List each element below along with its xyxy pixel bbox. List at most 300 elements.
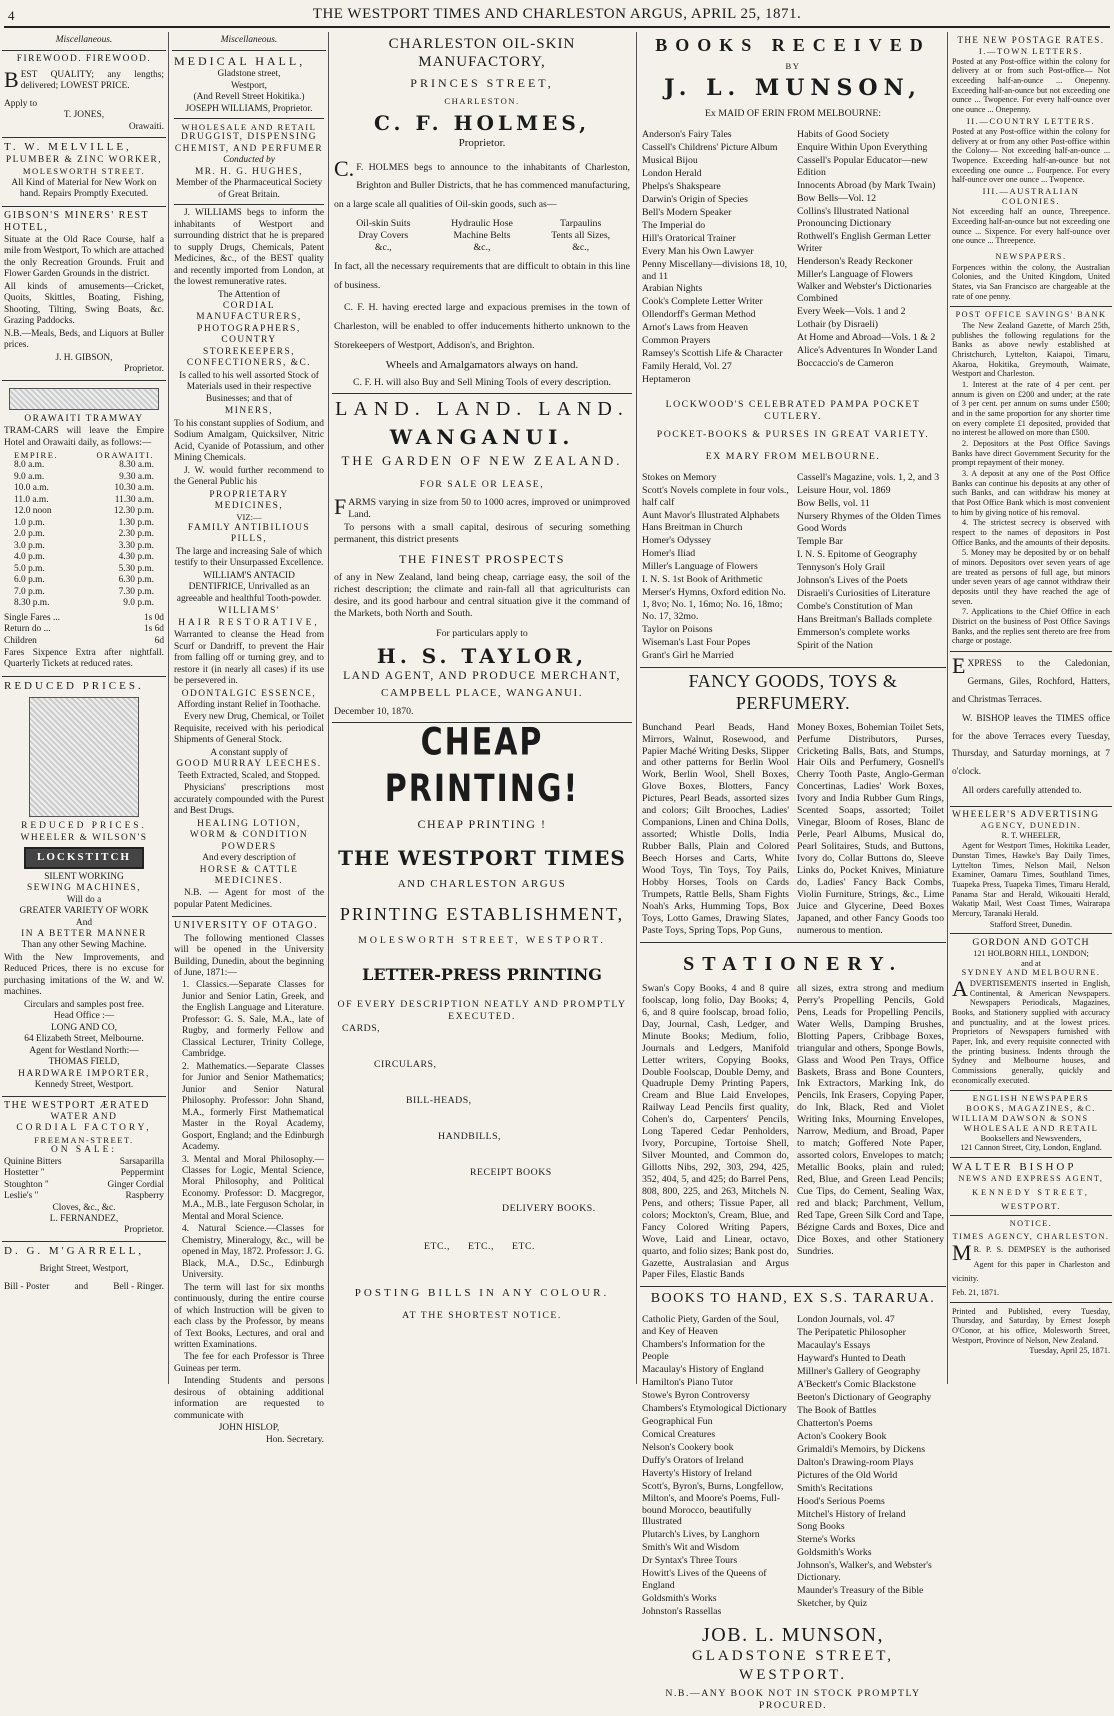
book-title: Ramsey's Scottish Life & Character	[642, 348, 783, 360]
ad-line: WILLIAMS'	[217, 606, 281, 617]
ad-body: The New Zealand Gazette, of March 25th, publishes the following regulations for the Banks as above newly established at Christchurch, Lyttelton, Kaiapoi, Timaru, Akaroa, Hokitika, Greymouth, Waimate, Westport and Charleston.	[952, 320, 1110, 379]
timetable-orawaiti-time: 9.30 a.m.	[119, 471, 154, 482]
ad-title: T. W. MELVILLE,	[4, 141, 132, 154]
printing-item: RECEIPT BOOKS	[470, 1166, 552, 1178]
savings-bank	[950, 307, 1112, 652]
ad-trade: DRUGGIST, DISPENSING CHEMIST, AND PERFUMER	[174, 132, 324, 154]
printing-item: BILL-HEADS,	[406, 1094, 472, 1106]
ad-line: TIMES AGENCY, CHARLESTON.	[952, 1232, 1110, 1242]
ad-line: HORSE & CATTLE MEDICINES.	[199, 864, 299, 886]
regulation-item: 5. Money may be deposited by or on behalf of minors. Depositors over seven years of age are treated as persons of full age, but minors under seven years of age cannot withdraw their deposits until they have reached the age of seven.	[952, 548, 1110, 606]
book-title: London Herald	[642, 168, 702, 180]
timetable-orawaiti-time: 8.30 a.m.	[119, 460, 154, 471]
ad-firm: LONG AND CO,	[51, 1022, 117, 1033]
book-title: Darwin's Origin of Species	[642, 193, 748, 205]
ad-title: UNIVERSITY OF OTAGO.	[174, 920, 319, 932]
book-title: Hans Breitman's Ballads complete	[797, 614, 932, 626]
ad-trade: PLUMBER & ZINC WORKER,	[5, 154, 163, 165]
book-title: Aunt Mavor's Illustrated Alphabets	[642, 509, 780, 521]
book-title: Smith's Recitations	[797, 1482, 873, 1494]
timetable-empire-time: 8.0 a.m.	[14, 460, 45, 471]
ad-name: JOHN HISLOP,	[218, 1423, 280, 1434]
ad-title: CHARLESTON OIL-SKIN MANUFACTORY,	[388, 36, 576, 71]
timetable-orawaiti-time: 7.30 p.m.	[118, 586, 154, 597]
book-title: Mitchel's History of Ireland	[797, 1508, 906, 1520]
book-title: Stokes on Memory	[642, 471, 717, 483]
ad-line: WORM & CONDITION POWDERS	[189, 830, 309, 852]
timetable-row	[14, 472, 154, 483]
product-row	[4, 1168, 164, 1179]
column-1	[2, 32, 166, 1384]
timetable-empire-time: 8.30 p.m.	[14, 598, 50, 609]
ad-line: LOCKWOOD'S CELEBRATED PAMPA POCKET CUTLERY.	[665, 398, 921, 422]
ad-line: AT THE SHORTEST NOTICE.	[402, 1310, 562, 1322]
timetable-empire-time: 4.0 p.m.	[14, 552, 45, 563]
ad-body: WILLIAM'S ANTACID DENTIFRICE, Unrivalled as an agreeable and healthful Tooth-powder.	[176, 570, 322, 604]
ad-body: To his constant supplies of Sodium, and Sodium Amalgam, Quicksilver, Nitric Acid, Cyanide of Potassium, and other Mining Chemicals.	[174, 418, 324, 464]
timetable-head	[4, 450, 164, 460]
book-title: Johnson's Lives of the Poets	[797, 575, 908, 587]
ad-line: VIZ:—	[236, 512, 262, 523]
book-title: I. N. S. 1st Book of Arithmetic	[642, 574, 763, 586]
timetable-row	[14, 587, 154, 598]
column-rule	[168, 32, 169, 1384]
ad-body: In fact, all the necessary requirements that are difficult to obtain in this line of business.	[334, 261, 630, 291]
book-title: Homer's Odyssey	[642, 535, 711, 547]
product-left: Quinine Bitters	[4, 1156, 62, 1167]
class-item: 1. Classics.—Separate Classes for Junior and Senior Latin, Greek, and the English Language and Literature. Professor: G. S. Sale, M.A., late of Rugby, and formerly Fellow and Classical Lecturer, Trinity College, Cambridge.	[182, 980, 324, 1060]
ad-body: Intending Students and persons desirous of obtaining additional information are requested to communicate with	[174, 1376, 324, 1421]
timetable-orawaiti-time: 10.30 a.m.	[114, 483, 154, 494]
ad-subhead: ON SALE:	[51, 1145, 117, 1156]
column-rule	[328, 32, 329, 1384]
book-title: Bell's Modern Speaker	[642, 206, 732, 218]
wheeler-wilson-ad	[2, 677, 166, 1097]
fare-type: Single Fares ...	[4, 612, 60, 623]
book-title: Leisure Hour, vol. 1869	[797, 484, 891, 496]
ad-line: SILENT WORKING	[44, 871, 124, 882]
timetable-empire-time: 6.0 p.m.	[14, 575, 45, 586]
ad-line: THE GARDEN OF NEW ZEALAND.	[341, 453, 623, 469]
ad-date: December 10, 1870.	[334, 705, 414, 717]
product-left: Hostetter "	[4, 1168, 45, 1179]
fare-row	[4, 624, 164, 635]
regulation-list	[952, 380, 1110, 646]
ad-body: All orders carefully attended to.	[962, 786, 1082, 797]
stationery-right: all sizes, extra strong and medium Perry's Propelling Pencils, Gold Pens, Leads for Propelling Pencils, Water Wells, Damping Brushes, Blotting Papers, Cribbage Boxes, triangular and others, Sponge Bowls, Glass and Wood Pen Trays, Office Baskets, Brass and Bone Counters, Ink Extractors, Marking Ink, do Pencils, Ink Erasers, Copying Paper, do Ink, Black, Red and Violet Writing Inks, Mourning Envelopes, Narrow, Medium, and Broad, Paper to match; Goffered Note Paper, assorted colors, Envelopes to match; Metallic Books, plain and ruled; Red, Blue, and Green Lead Pencils; Cue Tips, do Cement, Sealing Wax, red and black; Parchment, Vellum, Red Tape, Green Silk Cord and Tape, Bézigne Cards and Boxes, Dice and Dice Boxes, and other Stationery Sundries.	[797, 982, 944, 1257]
product-row	[4, 1191, 164, 1202]
ad-body: C. F. H. having erected large and expacious premises in the town of Charleston, will be enabled to offer inducements hitherto unknown to the Storekeepers of Westport, Addison's, and Brighton.	[334, 302, 630, 351]
timetable-orawaiti-time: 9.0 p.m.	[123, 598, 154, 609]
stationery-left: Swan's Copy Books, 4 and 8 quire foolscap, long folio, Day Books; 4, 6, and 8 quire foolscap, broad folio, Day, Journal, Cash, Ledger, and Minute Books; Medium, folio, Journals and Ledgers, Manifold Letter writers, Copying Books, Double Foolscap, Double Demy, and Quadruple Demy Printing Papers, Cream and Blue Laid Envelopes, Railway Lead Pencils first quality, Cohen's do, Carpenters' Pencils, Long Tapered Cedar Penholders, Ivory, Porcupine, Tortoise Shell, Silver Mounted, and Common do, Gillotts Nibs, 292, 303, 294, 425, 352, 404, 5, and 425; do Barrel Pens, 808, 800, 225, and 263, Mitchels N. Pens, and others; Tissue Paper, all colors; Mockton's, Cream, Blue, and Fancy Colored Writing Papers, Wove, Laid and Linear, octavo, quarto, and folio sizes; Bank post do, Gazette, Australasian and Argus Paper Files, Elastic Bands	[642, 982, 789, 1281]
ad-trade: LAND AGENT, AND PRODUCE MERCHANT,	[343, 669, 621, 682]
goods-item: &c.,	[374, 242, 392, 254]
ad-trade: Booksellers and Newsvenders,	[980, 1133, 1082, 1143]
book-title: Bow Bells, vol. 11	[797, 497, 870, 509]
ad-town: CHARLESTON.	[444, 96, 520, 107]
ad-title: MEDICAL HALL,	[174, 54, 306, 69]
ad-street: Kennedy Street, Westport.	[34, 1080, 134, 1091]
book-list-right	[797, 1313, 944, 1619]
ad-body: W. BISHOP leaves the TIMES office for the above Terraces every Tuesday, Thursday, and Saturday mornings, at 7 o'clock.	[952, 713, 1110, 778]
book-title: Sterne's Works	[797, 1534, 856, 1546]
book-title: Pictures of the Old World	[797, 1469, 898, 1481]
ad-line: FAMILY ANTIBILIOUS PILLS,	[187, 522, 311, 545]
timetable-row	[14, 529, 154, 540]
fare-price: 1s 0d	[143, 612, 164, 623]
ad-street: FREEMAN-STREET.	[34, 1134, 134, 1145]
book-title: Merser's Hymns, Oxford edition No. 1, 8vo; No. 1, 16mo; No. 16, 18mo; No. 17, 32mo.	[642, 587, 786, 623]
ad-line: and at	[1021, 958, 1041, 968]
book-title: Smith's Wit and Wisdom	[642, 1542, 740, 1554]
ad-title: STATIONERY.	[683, 952, 903, 975]
timetable-row	[14, 495, 154, 506]
timetable-orawaiti-time: 4.30 p.m.	[118, 552, 154, 563]
ad-trade-c: Bell - Ringer.	[113, 1281, 164, 1292]
column-rule	[947, 32, 948, 1384]
ad-line: IN A BETTER MANNER	[21, 929, 147, 939]
ad-line: SYDNEY AND MELBOURNE.	[961, 968, 1101, 978]
ad-street: Bright Street, Westport,	[39, 1264, 129, 1275]
ad-proprietor: JOSEPH WILLIAMS, Proprietor.	[185, 103, 313, 114]
timetable-orawaiti-time: 3.30 p.m.	[118, 540, 154, 551]
ad-title: NOTICE.	[1009, 1219, 1053, 1229]
product-right: Sarsaparilla	[119, 1156, 164, 1167]
book-title: Hans Breitman in Church	[642, 522, 743, 534]
ad-line: Affording instant Relief in Toothache.	[177, 699, 321, 710]
book-title: Arnot's Laws from Heaven	[642, 322, 748, 334]
ad-trade: NEWS AND EXPRESS AGENT,	[958, 1173, 1104, 1183]
ad-title: ENGLISH NEWSPAPERS BOOKS, MAGAZINES, &C.	[966, 1094, 1096, 1114]
book-list-right	[797, 128, 944, 387]
book-title: Every Man his Own Lawyer	[642, 245, 754, 257]
product-right: Peppermint	[120, 1168, 164, 1179]
ad-body: Warranted to cleanse the Head from Scurf or Dandriff, to prevent the Hair from falling off or turning grey, and to restore it (in nearly all cases) if its use be persevered in.	[174, 630, 324, 687]
notice-ad	[950, 1216, 1112, 1302]
timetable-row	[14, 460, 154, 471]
ad-body: The fee for each Professor is Three Guineas per term.	[174, 1352, 324, 1374]
ad-body: FARMS varying in size from 50 to 1000 acres, improved or unimproved Land.	[334, 494, 630, 521]
ad-body: J. WILLIAMS begs to inform the inhabitants of Westport and surrounding district that he is prepared to supply Drugs, Chemicals, Patent Medicines, &c., of the BEST quality and recently imported from London, at the lowest remunerative rates.	[174, 208, 324, 288]
ad-street: MOLESWORTH STREET.	[22, 166, 146, 177]
ad-line: THE FINEST PROSPECTS	[399, 551, 565, 566]
ad-line: Conducted by	[223, 155, 275, 166]
ad-line: CORDIAL MANUFACTURERS, PHOTOGRAPHERS, COUNTRY STOREKEEPERS, CONFECTIONERS, &C.	[186, 301, 312, 369]
fare-row	[4, 613, 164, 624]
timetable-orawaiti-time: 5.30 p.m.	[118, 563, 154, 574]
goods-item: Hydraulic Hose	[451, 218, 513, 230]
ad-line: Than any other Sewing Machine.	[21, 940, 147, 951]
ad-title: BOOKS RECEIVED	[655, 35, 931, 55]
ad-title: FIREWOOD. FIREWOOD.	[16, 54, 152, 65]
book-title: Heptameron	[642, 374, 691, 386]
book-title: Homer's Iliad	[642, 548, 696, 560]
timetable-orawaiti-time: 2.30 p.m.	[118, 529, 154, 540]
ad-line: OF EVERY DESCRIPTION NEATLY AND PROMPTLY EXECUTED.	[337, 998, 627, 1022]
ad-title: GORDON AND GOTCH	[972, 937, 1090, 949]
goods-item: Dray Covers	[358, 230, 409, 242]
ad-line: WHOLESALE AND RETAIL	[181, 121, 317, 132]
ad-body: ADVERTISEMENTS inserted in English, Continental, & American Newspapers. Newspapers Periodicals, Magazines, Books, and Stationery supplied with accuracy and punctuality, and at the lowest prices. Proprietors of Newspapers furnished with Paper, Ink, and every requisite connected with the printing business. Indents through the Sydney and Melbourne houses, and Commissions generally, quickly and economically executed.	[952, 976, 1110, 1085]
book-title: Ollendorff's German Method	[642, 309, 756, 321]
ad-title: THE WESTPORT ÆRATED	[4, 1099, 150, 1111]
book-title: Collins's Illustrated National Pronouncing Dictionary	[797, 205, 910, 229]
ad-title: ORAWAITI TRAMWAY	[24, 413, 144, 424]
class-list	[174, 980, 324, 1281]
ad-line: A constant supply of	[210, 747, 288, 758]
book-list-left	[642, 471, 789, 663]
book-title: Song Books	[797, 1521, 845, 1533]
ad-title: GIBSON'S MINERS' REST HOTEL,	[4, 209, 149, 233]
book-title: Miller's Language of Flowers	[642, 561, 758, 573]
book-title: The Book of Battles	[797, 1405, 877, 1417]
ad-street: GLADSTONE STREET, WESTPORT.	[691, 1648, 895, 1683]
book-title: Alice's Adventures In Wonder Land	[797, 345, 938, 357]
ad-body: All kinds of amusements—Cricket, Quoits, Skittles, Boating, Fishing, Shooting, Tilting, Swing Boats, &c. Grazing Paddocks.	[4, 281, 164, 327]
regulation-item: 1. Interest at the rate of 4 per cent. per annum is given on £200 and under; at the rate of 3 per cent. per annum on sums under £500; and in the same proportion for any shorter time on every complete £1 deposited, provided that no interest be allowed on more than £500.	[952, 379, 1110, 438]
ad-trade-b: and	[74, 1281, 89, 1292]
column-3	[332, 32, 632, 1384]
goods-item: Tarpaulins	[560, 218, 602, 230]
book-title: Hayward's Hunted to Death	[797, 1353, 906, 1365]
ad-body: MR. P. S. DEMPSEY is the authorised Agent for this paper in Charleston and vicinity.	[952, 1239, 1110, 1284]
ad-body: The large and increasing Sale of which testify to their Unsurpassed Excellence.	[174, 546, 324, 569]
ad-title: REDUCED PRICES.	[4, 679, 144, 692]
regulation-item: 7. Applications to the Chief Office in each District on the business of Post Office Savings Banks, and the replies sent thereto are free from charge or postage.	[952, 607, 1110, 646]
ad-body: All Kind of Material for New Work on hand. Repairs Promptly Executed.	[11, 177, 157, 200]
book-title: Phelps's Shakspeare	[642, 180, 721, 192]
book-title: Johnston's Rassellas	[642, 1606, 722, 1618]
ad-address: 121 Cannon Street, City, London, England.	[960, 1143, 1102, 1153]
tramway-ad	[2, 381, 166, 677]
timetable-col-empire: EMPIRE.	[14, 449, 59, 460]
book-title: Scott's Novels complete in four vols., half calf	[642, 484, 789, 508]
ad-title: WATER AND	[50, 1111, 118, 1122]
product-right: Raspberry	[125, 1191, 164, 1202]
stationery-ad	[640, 943, 946, 1288]
book-title: Habits of Good Society	[797, 129, 890, 141]
book-title: Miller's Language of Flowers	[797, 268, 913, 280]
ad-name: T. JONES,	[63, 110, 105, 121]
column-4	[640, 32, 946, 1711]
book-title: Common Prayers	[642, 335, 711, 347]
book-title: The Imperial do	[642, 219, 706, 231]
timetable-empire-time: 12.0 noon	[14, 506, 52, 517]
ad-body: The following mentioned Classes will be opened in the University Building, Dunedin, about the beginning of June, 1871:—	[174, 933, 324, 978]
timetable-row	[14, 575, 154, 586]
book-title: Macaulay's History of England	[642, 1364, 764, 1376]
product-row	[4, 1157, 164, 1168]
book-list-left	[642, 1313, 789, 1619]
printing-item: ETC.,	[468, 1240, 494, 1252]
book-title: I. N. S. Epitome of Geography	[797, 549, 918, 561]
book-title: Haverty's History of Ireland	[642, 1467, 752, 1479]
book-title: Cassell's Childrens' Picture Album	[642, 142, 778, 154]
ad-line: Head Office :—	[53, 1011, 115, 1022]
book-title: Emmerson's complete works	[797, 626, 910, 638]
ad-line: PRINTING ESTABLISHMENT,	[339, 903, 625, 924]
ad-line: POSTING BILLS IN ANY COLOUR.	[354, 1286, 610, 1299]
ad-line: HEALING LOTION,	[197, 818, 301, 829]
ad-line: ODONTALGIC ESSENCE,	[181, 688, 317, 699]
goods-item: Machine Belts	[453, 230, 511, 242]
ad-trade-a: Bill - Poster	[4, 1281, 50, 1292]
book-title: Goldsmith's Works	[797, 1547, 872, 1559]
melville-ad	[2, 138, 166, 206]
ad-town: Westport,	[231, 80, 267, 91]
book-title: Disraeli's Curiosities of Literature	[797, 588, 931, 600]
ad-line: GREATER VARIETY OF WORK	[19, 906, 149, 917]
book-title: Beeton's Dictionary of Geography	[797, 1392, 932, 1404]
goods-grid	[334, 218, 630, 254]
book-title: Henderson's Ready Reckoner	[797, 255, 913, 267]
timetable-empire-time: 2.0 p.m.	[14, 529, 45, 540]
section-head: Miscellaneous.	[2, 32, 166, 51]
ad-role: Proprietor.	[124, 364, 164, 375]
book-title: Cassell's Magazine, vols. 1, 2, and 3	[797, 471, 940, 483]
ad-body: Forpences within the colony, the Australian Colonies, and the United Kingdom, United States, via San Francisco are chargeable at the rate of one penny.	[952, 262, 1110, 301]
ad-trade	[4, 1282, 164, 1293]
timetable-orawaiti-time: 6.30 p.m.	[118, 575, 154, 586]
product-row	[4, 1180, 164, 1191]
book-title: Maunder's Treasury of the Bible	[797, 1585, 924, 1597]
ad-line: Teeth Extracted, Scaled, and Stopped.	[177, 770, 321, 781]
ad-line: Ex MAID OF ERIN FROM MELBOURNE:	[704, 108, 882, 120]
firewood-ad	[2, 51, 166, 138]
ad-line: Circulars and samples post free.	[23, 999, 145, 1010]
timetable-row	[14, 518, 154, 529]
ad-street: CAMPBELL PLACE, WANGANUI.	[381, 686, 583, 699]
ad-line: PROPRIETARY MEDICINES,	[209, 489, 289, 511]
class-item: 3. Mental and Moral Philosophy.—Classes for Logic, Mental Science, Moral Philosophy, and Political Economy. Professor: D. Macgregor, M.A., M.B., late Ferguson Scholar, in Mental and Moral Science.	[182, 1154, 324, 1222]
timetable-empire-time: 10.0 a.m.	[14, 483, 49, 494]
masthead: THE WESTPORT TIMES AND CHARLESTON ARGUS, APRIL 25, 1871.	[312, 6, 802, 22]
timetable-row	[14, 541, 154, 552]
column-rule	[636, 32, 637, 1384]
ad-subhead: I.—TOWN LETTERS.	[978, 45, 1084, 56]
product-list	[4, 1157, 164, 1203]
book-title: Hamilton's Piano Tutor	[642, 1377, 734, 1389]
ad-line: WHOLESALE AND RETAIL	[963, 1123, 1099, 1134]
ad-body: Posted at any Post-office within the colony for delivery at or from such Post-office— Not exceeding half-an-ounce ... Onepenny. Exceeding half-an-ounce but not exceeding one ounce ... Twopence. For every half-ounce over one ounce ... Onepenny.	[952, 56, 1110, 115]
ad-line: Member of the Pharmaceutical Society of Great Britain.	[175, 178, 323, 200]
medical-hall-ad	[172, 51, 326, 917]
book-title: Grimaldi's Memoirs, by Dickens	[797, 1443, 926, 1455]
ad-body: N.B. — Agent for most of the popular Patent Medicines.	[174, 888, 324, 910]
printing-item: CARDS,	[342, 1022, 381, 1034]
goods-item: Oil-skin Suits	[356, 218, 411, 230]
ad-place: WANGANUI.	[389, 424, 575, 449]
wheeler-agency-ad	[950, 807, 1112, 934]
timetable	[4, 460, 164, 609]
aerated-ad	[2, 1097, 166, 1242]
ad-line: POCKET-BOOKS & PURSES IN GREAT VARIETY.	[656, 428, 930, 440]
timetable-orawaiti-time: 11.30 a.m.	[114, 494, 154, 505]
ad-title: POST OFFICE SAVINGS' BANK	[955, 310, 1107, 320]
stationery-list	[642, 982, 944, 1282]
ad-line: For particulars apply to	[436, 628, 528, 640]
ad-line: Will do a	[66, 894, 102, 905]
timetable-empire-time: 7.0 p.m.	[14, 586, 45, 597]
ad-name: R. T. WHEELER,	[1001, 830, 1061, 840]
page-number: 4	[8, 8, 15, 23]
book-title: Macaulay's Essays	[797, 1340, 871, 1352]
book-title: Grant's Girl he Married	[642, 649, 734, 661]
printing-item: CIRCULARS,	[374, 1058, 437, 1070]
ad-title: WALTER BISHOP	[952, 1160, 1077, 1173]
ad-street: KENNEDY STREET,	[972, 1187, 1090, 1197]
book-title: Rothwell's English German Letter Writer	[797, 230, 931, 254]
book-title: Johnson's, Walker's, and Webster's Dictionary.	[797, 1560, 932, 1584]
ad-body: Not exceeding half an ounce, Threepence. Exceeding half-an-ounce but not exceeding one ounce ... Sixpence. For every half-ounce over one ounce ... Threepence.	[952, 207, 1110, 246]
fare-price: 6d	[154, 635, 164, 646]
ad-body: Every new Drug, Chemical, or Toilet Requisite, received with his periodical Shipments of General Stock.	[174, 712, 324, 746]
ad-body: To persons with a small capital, desirous of securing something permanent, this district presents	[334, 521, 630, 545]
ad-date: Feb. 21, 1871.	[952, 1288, 1000, 1298]
book-title: Wiseman's Last Four Popes	[642, 636, 751, 648]
ad-body: With the New Improvements, and Reduced Prices, there is no excuse for purchasing imitations of the W. and W. machines.	[4, 952, 164, 998]
imprint	[950, 1303, 1112, 1360]
timetable-row	[14, 506, 154, 517]
gordon-gotch-ad	[950, 934, 1112, 1091]
ad-place: Orawaiti.	[128, 121, 164, 132]
book-list	[642, 471, 944, 663]
ad-name: MR. H. G. HUGHES,	[194, 166, 304, 177]
book-title: Boccaccio's de Cameron	[797, 358, 894, 370]
book-title: Enquire Within Upon Everything	[797, 142, 928, 154]
imprint-date: Tuesday, April 25, 1871.	[1029, 1346, 1110, 1356]
ad-line: FOR SALE OR LEASE,	[419, 479, 545, 491]
book-title: Penny Miscellany—divisions 18, 10, and 11	[642, 258, 788, 282]
regulation-item: 3. A deposit at any one of the Post Office Banks can continue his deposits at any other of such Banks, and can withdraw his money at that Post Office Bank which is most convenient to him by giving notice of his removal.	[952, 469, 1110, 517]
ad-subhead: NEWSPAPERS.	[995, 251, 1067, 261]
book-title: Hill's Oratorical Trainer	[642, 232, 736, 244]
ad-title: BOOKS TO HAND, EX S.S. TARARUA.	[650, 1291, 936, 1307]
ad-name: H. S. TAYLOR,	[376, 644, 588, 669]
book-title: Goldsmith's Works	[642, 1593, 717, 1605]
book-title: Stowe's Byron Controversy	[642, 1390, 750, 1402]
fare-row	[4, 636, 164, 647]
book-title: At Home and Abroad—Vols. 1 & 2	[797, 332, 936, 344]
section-head: Miscellaneous.	[172, 32, 326, 51]
book-title: Chambers's Information for the People	[642, 1339, 765, 1363]
book-title: Innocents Abroad (by Mark Twain)	[797, 179, 936, 191]
timetable-orawaiti-time: 12.30 p.m.	[113, 506, 154, 517]
books-received-ad	[640, 32, 946, 668]
ad-title: FANCY GOODS, TOYS & PERFUMERY.	[688, 670, 898, 713]
ad-note: Fares Sixpence Extra after nightfall. Quarterly Tickets at reduced rates.	[4, 647, 164, 670]
ad-note: N.B.—ANY BOOK NOT IN STOCK PROMPTLY PROCURED.	[665, 1687, 921, 1711]
timetable-empire-time: 11.0 a.m.	[14, 494, 49, 505]
book-title: Plutarch's Lives, by Langhorn	[642, 1529, 760, 1541]
book-title: Hood's Serious Poems	[797, 1495, 885, 1507]
book-title: Catholic Piety, Garden of the Soul, and Key of Heaven	[642, 1314, 779, 1338]
book-title: Dr Syntax's Three Tours	[642, 1555, 738, 1567]
timetable-row	[14, 598, 154, 609]
book-title: A'Beckett's Comic Blackstone	[797, 1379, 916, 1391]
ad-name: JOB. L. MUNSON,	[702, 1623, 884, 1646]
book-title: Sketcher, by Quiz	[797, 1598, 868, 1610]
book-title: Dalton's Drawing-room Plays	[797, 1456, 914, 1468]
ad-body: Physicians' prescriptions most accurately compounded with the Purest and Best Drugs.	[174, 783, 324, 817]
fare-type: Return do ...	[4, 624, 51, 635]
printing-list	[334, 1023, 630, 1283]
book-title: Every Week—Vols. 1 and 2	[797, 306, 906, 318]
ad-name: C. F. HOLMES,	[373, 110, 591, 135]
book-title: Arabian Nights	[642, 283, 703, 295]
book-title: Family Herald, Vol. 27	[642, 361, 732, 373]
book-title: Millner's Gallery of Geography	[797, 1366, 921, 1378]
